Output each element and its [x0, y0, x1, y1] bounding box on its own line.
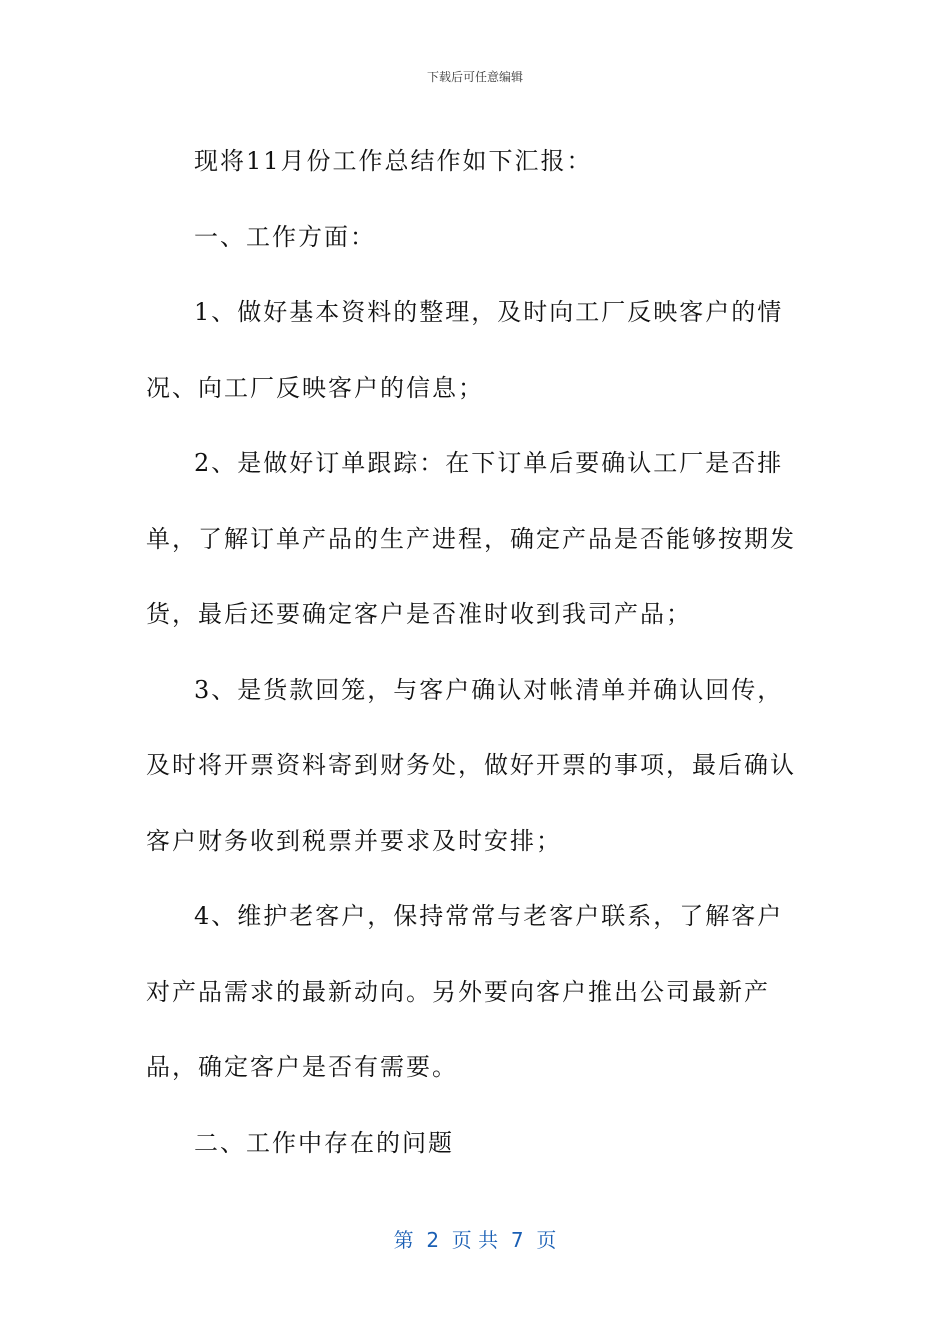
page-number-footer: 第 2 页 共 7 页	[393, 1228, 557, 1252]
document-body	[146, 124, 806, 1181]
paragraph-section-heading: 二、工作中存在的问题	[194, 1128, 454, 1157]
paragraph-item: 4、维护老客户，保持常常与老客户联系，了解客户对产品需求的最新动向。另外要向客户推出公司最新产品，确定客户是否有需要。	[146, 902, 784, 1081]
paragraph-item: 2、是做好订单跟踪：在下订单后要确认工厂是否排单，了解订单产品的生产进程，确定产品是否能够按期发货，最后还要确定客户是否准时收到我司产品；	[146, 449, 796, 628]
paragraph-item: 1、做好基本资料的整理，及时向工厂反映客户的情况、向工厂反映客户的信息；	[146, 298, 784, 402]
paragraph-intro: 现将11月份工作总结作如下汇报：	[194, 147, 593, 175]
paragraph-section-heading: 一、工作方面：	[194, 222, 376, 251]
page-header: 下载后可任意编辑	[426, 70, 523, 84]
paragraph-item: 3、是货款回笼，与客户确认对帐清单并确认回传，及时将开票资料寄到财务处，做好开票的事项，最后确认客户财务收到税票并要求及时安排；	[146, 675, 796, 855]
